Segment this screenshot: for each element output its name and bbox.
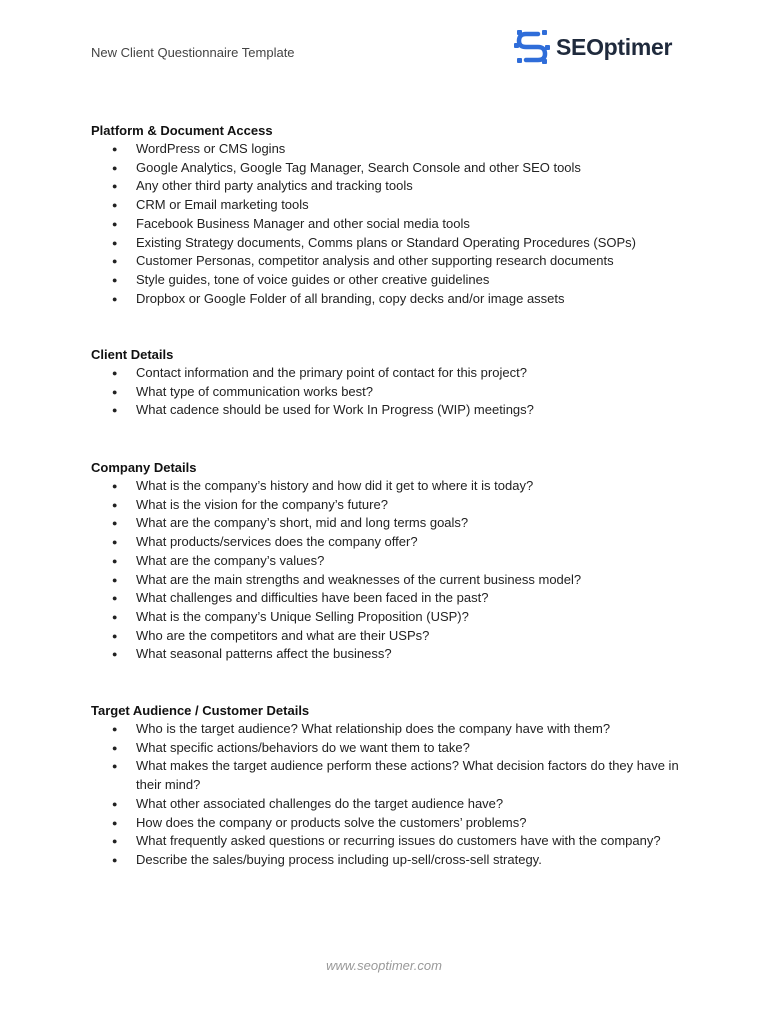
list-item: ● What frequently asked questions or recurring issues do customers have with the company? [91, 832, 691, 851]
list-item: ● Style guides, tone of voice guides or other creative guidelines [91, 271, 691, 290]
list-item: ● What seasonal patterns affect the business? [91, 645, 691, 664]
section-heading: Client Details [91, 347, 174, 362]
section-client-details [91, 345, 691, 420]
list-item: ● Any other third party analytics and tracking tools [91, 177, 691, 196]
bullet-list [91, 720, 691, 870]
section-target-audience-customer-details [91, 701, 691, 870]
section-heading: Company Details [91, 460, 197, 475]
footer-url: www.seoptimer.com [326, 958, 442, 973]
seoptimer-logo [514, 28, 672, 66]
list-item: ● What products/services does the company offer? [91, 533, 691, 552]
logo-text: SEOptimer [556, 33, 673, 60]
list-item: ● Google Analytics, Google Tag Manager, Search Console and other SEO tools [91, 159, 691, 178]
list-item: ● Facebook Business Manager and other social media tools [91, 215, 691, 234]
list-item: ● What is the company’s Unique Selling Proposition (USP)? [91, 608, 691, 627]
list-item: ● How does the company or products solve the customers’ problems? [91, 814, 691, 833]
section-heading: Platform & Document Access [91, 123, 273, 138]
list-item: ● What challenges and difficulties have been faced in the past? [91, 589, 691, 608]
list-item: ● What is the company’s history and how did it get to where it is today? [91, 477, 691, 496]
document-title: New Client Questionnaire Template [91, 45, 295, 60]
list-item: ● Describe the sales/buying process including up-sell/cross-sell strategy. [91, 851, 691, 870]
section-heading: Target Audience / Customer Details [91, 703, 310, 718]
bullet-list [91, 140, 691, 308]
list-item: ● WordPress or CMS logins [91, 140, 691, 159]
list-item: ● What type of communication works best? [91, 383, 691, 402]
list-item: ● Contact information and the primary point of contact for this project? [91, 364, 691, 383]
list-item: ● Existing Strategy documents, Comms plans or Standard Operating Procedures (SOPs) [91, 234, 691, 253]
list-item: ● What makes the target audience perform these actions? What decision factors do they have in their mind? [91, 757, 691, 794]
list-item: ● What are the company’s short, mid and long terms goals? [91, 514, 691, 533]
section-platform-document-access [91, 121, 691, 308]
list-item: ● What is the vision for the company’s future? [91, 496, 691, 515]
list-item: ● Who are the competitors and what are their USPs? [91, 627, 691, 646]
list-item: ● What specific actions/behaviors do we want them to take? [91, 739, 691, 758]
list-item: ● What are the company’s values? [91, 552, 691, 571]
section-company-details [91, 458, 691, 664]
list-item: ● Who is the target audience? What relationship does the company have with them? [91, 720, 691, 739]
list-item: ● What cadence should be used for Work In Progress (WIP) meetings? [91, 401, 691, 420]
list-item: ● Customer Personas, competitor analysis and other supporting research documents [91, 252, 691, 271]
list-item: ● What other associated challenges do the target audience have? [91, 795, 691, 814]
list-item: ● Dropbox or Google Folder of all branding, copy decks and/or image assets [91, 290, 691, 309]
gear-logo-icon [514, 28, 550, 66]
list-item: ● CRM or Email marketing tools [91, 196, 691, 215]
bullet-list [91, 364, 691, 420]
bullet-list [91, 477, 691, 664]
list-item: ● What are the main strengths and weaknesses of the current business model? [91, 571, 691, 590]
